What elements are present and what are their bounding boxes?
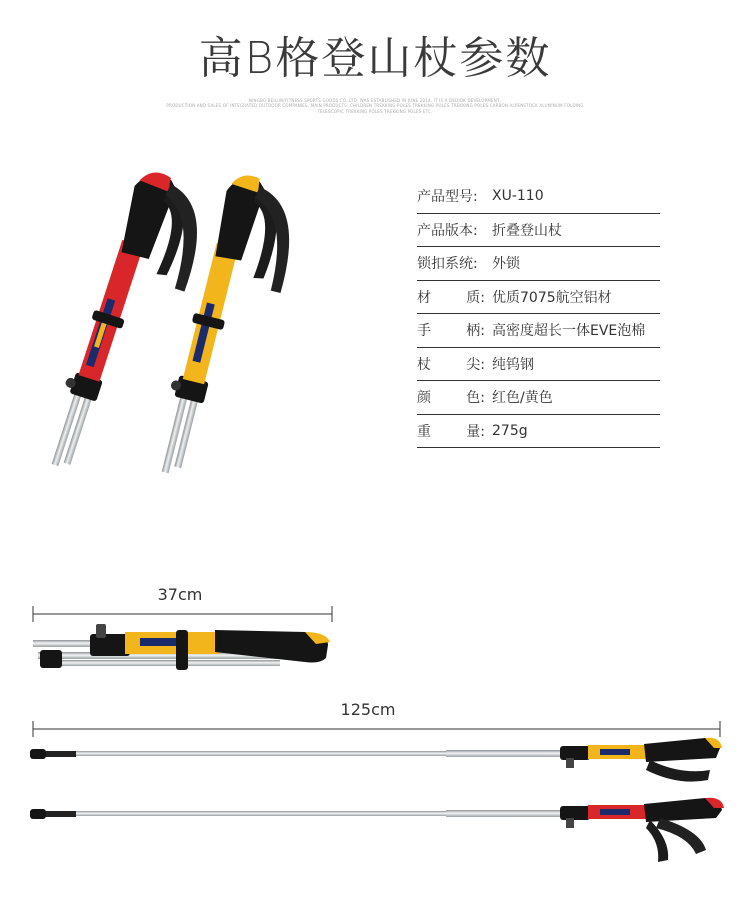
page-title: 高B格登山杖参数 — [198, 33, 552, 84]
spec-row-model — [417, 180, 660, 214]
spec-row-lock-system — [417, 247, 660, 281]
spec-key: 手 柄: — [417, 323, 485, 340]
extended-red-pole-image — [30, 798, 724, 862]
company-fine-print-line-2: PRODUCTION AND SALES OF INTEGRATED OUTDOOR COMPANIES, MAIN PRODUCTS: CHILDREN TREKKING POLES TREKKING POLES TREKKING POLES CARBON ALPENSTOCK ALUMINUM FOLDING — [166, 103, 584, 108]
spec-row-material — [417, 281, 660, 315]
spec-row-handle — [417, 314, 660, 348]
spec-row-weight — [417, 415, 660, 449]
folded-pole-image — [33, 624, 330, 670]
spec-value: 外锁 — [492, 256, 520, 273]
spec-key: 颜 色: — [417, 390, 485, 407]
extended-yellow-pole-image — [30, 738, 722, 782]
spec-key: 重 量: — [417, 423, 485, 440]
spec-value: 优质7075航空铝材 — [492, 289, 612, 306]
extended-length-label: 125cm — [340, 700, 396, 719]
spec-key: 杖 尖: — [417, 356, 485, 373]
spec-value: 红色/黄色 — [492, 390, 553, 407]
spec-value: 折叠登山杖 — [492, 222, 562, 239]
spec-row-version — [417, 214, 660, 248]
folded-length-dimension-line — [33, 606, 332, 622]
spec-value: 纯钨钢 — [492, 356, 534, 373]
spec-key: 材 质: — [417, 289, 485, 306]
spec-value: 275g — [492, 422, 528, 439]
spec-row-tip — [417, 348, 660, 382]
spec-row-color — [417, 381, 660, 415]
spec-table — [417, 180, 660, 448]
spec-key: 产品版本: — [417, 222, 478, 239]
extended-length-dimension-line — [33, 721, 720, 737]
folded-length-label: 37cm — [157, 585, 203, 604]
spec-value: 高密度超长一体EVE泡棉 — [492, 323, 646, 340]
red-pole-image — [40, 165, 217, 487]
spec-key: 产品型号: — [417, 189, 478, 206]
company-fine-print-line-1: NINGBO BEILUN/FITNESS SPORTS GOODS CO.,LTD, WAS ESTABLISHED IN JUNE 2014, IT IS A DEDIOK DEVELOPMENT, — [248, 98, 502, 103]
spec-value: XU-110 — [492, 188, 544, 205]
company-fine-print-line-3: TELESCOPIC TREKKING POLES TREKKING POLES ETC. — [317, 109, 433, 114]
spec-key: 锁扣系统: — [417, 256, 478, 273]
